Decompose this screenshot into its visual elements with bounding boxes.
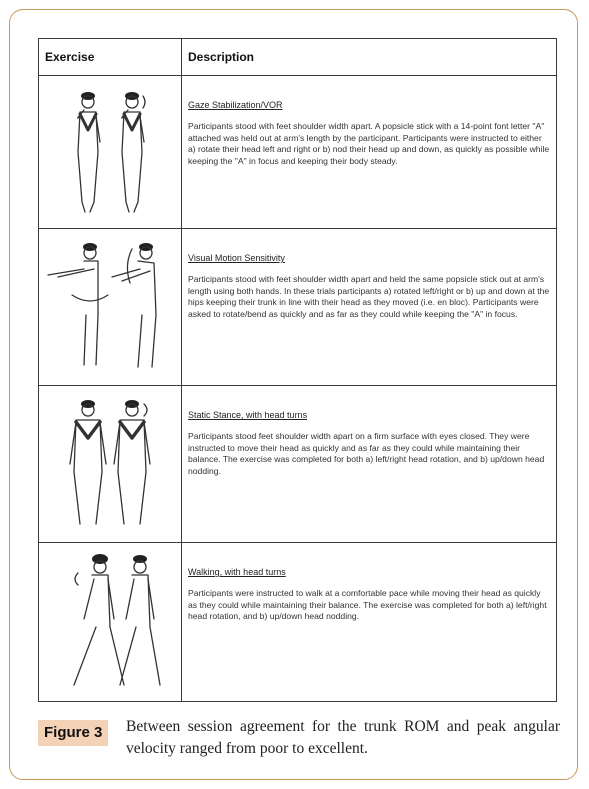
trunk-rotation-figures-icon — [42, 235, 178, 379]
exercise-figure-cell — [39, 543, 182, 702]
table-row — [39, 386, 557, 543]
exercise-title: Static Stance, with head turns — [188, 410, 308, 420]
table-row — [39, 229, 557, 386]
figure-label: Figure 3 — [38, 720, 108, 746]
exercise-title: Gaze Stabilization/VOR — [188, 100, 283, 110]
exercise-text: Participants were instructed to walk at a comfortable pace while moving their head as quickly as they could while maintaining their balance. The exercise was completed for both a) left/right head rotation, and b) up/down head nodding. — [188, 588, 547, 622]
standing-figures-head-turn-icon — [50, 82, 170, 222]
exercise-title: Walking, with head turns — [188, 567, 286, 577]
exercise-description-cell — [182, 543, 557, 702]
table-header-row — [39, 39, 557, 76]
exercise-text: Participants stood feet shoulder width apart on a firm surface with eyes closed. They were instructed to move their head as quickly and as far as they could while maintaining their balance. The exercise was completed for both a) left/right head rotation, and b) up/down head nodding. — [188, 431, 545, 476]
static-stance-figures-icon — [50, 392, 170, 536]
exercise-description-cell — [182, 76, 557, 229]
exercise-description-cell — [182, 229, 557, 386]
exercise-description-cell — [182, 386, 557, 543]
exercise-figure-cell — [39, 229, 182, 386]
caption-text: Between session agreement for the trunk ROM and peak angular velocity ranged from poor to excellent. — [126, 718, 560, 757]
exercise-title: Visual Motion Sensitivity — [188, 253, 285, 263]
header-exercise: Exercise — [39, 39, 182, 76]
table-row — [39, 76, 557, 229]
exercise-figure-cell — [39, 386, 182, 543]
walking-figures-icon — [48, 549, 172, 695]
table-row — [39, 543, 557, 702]
exercise-text: Participants stood with feet shoulder width apart. A popsicle stick with a 14-point font letter "A" attached was held out at arm's length by the participant. Participants were instructed to either a) rotate their head left and right or b) nod their head up and down, as quickly as possible while keeping the "A" in focus and keeping their body steady. — [188, 121, 550, 166]
exercise-text: Participants stood with feet shoulder width apart and held the same popsicle stick out at arm's length using both hands. In these trials participants a) rotated left/right or b) up and down at the hips keeping their trunk in line with their head as they moved (i.e. en bloc). Participants were asked to rotate/bend as quickly and as far as they could while keeping the "A" in focus. — [188, 274, 550, 319]
exercise-figure-cell — [39, 76, 182, 229]
header-description: Description — [182, 39, 557, 76]
exercise-table — [38, 38, 557, 702]
